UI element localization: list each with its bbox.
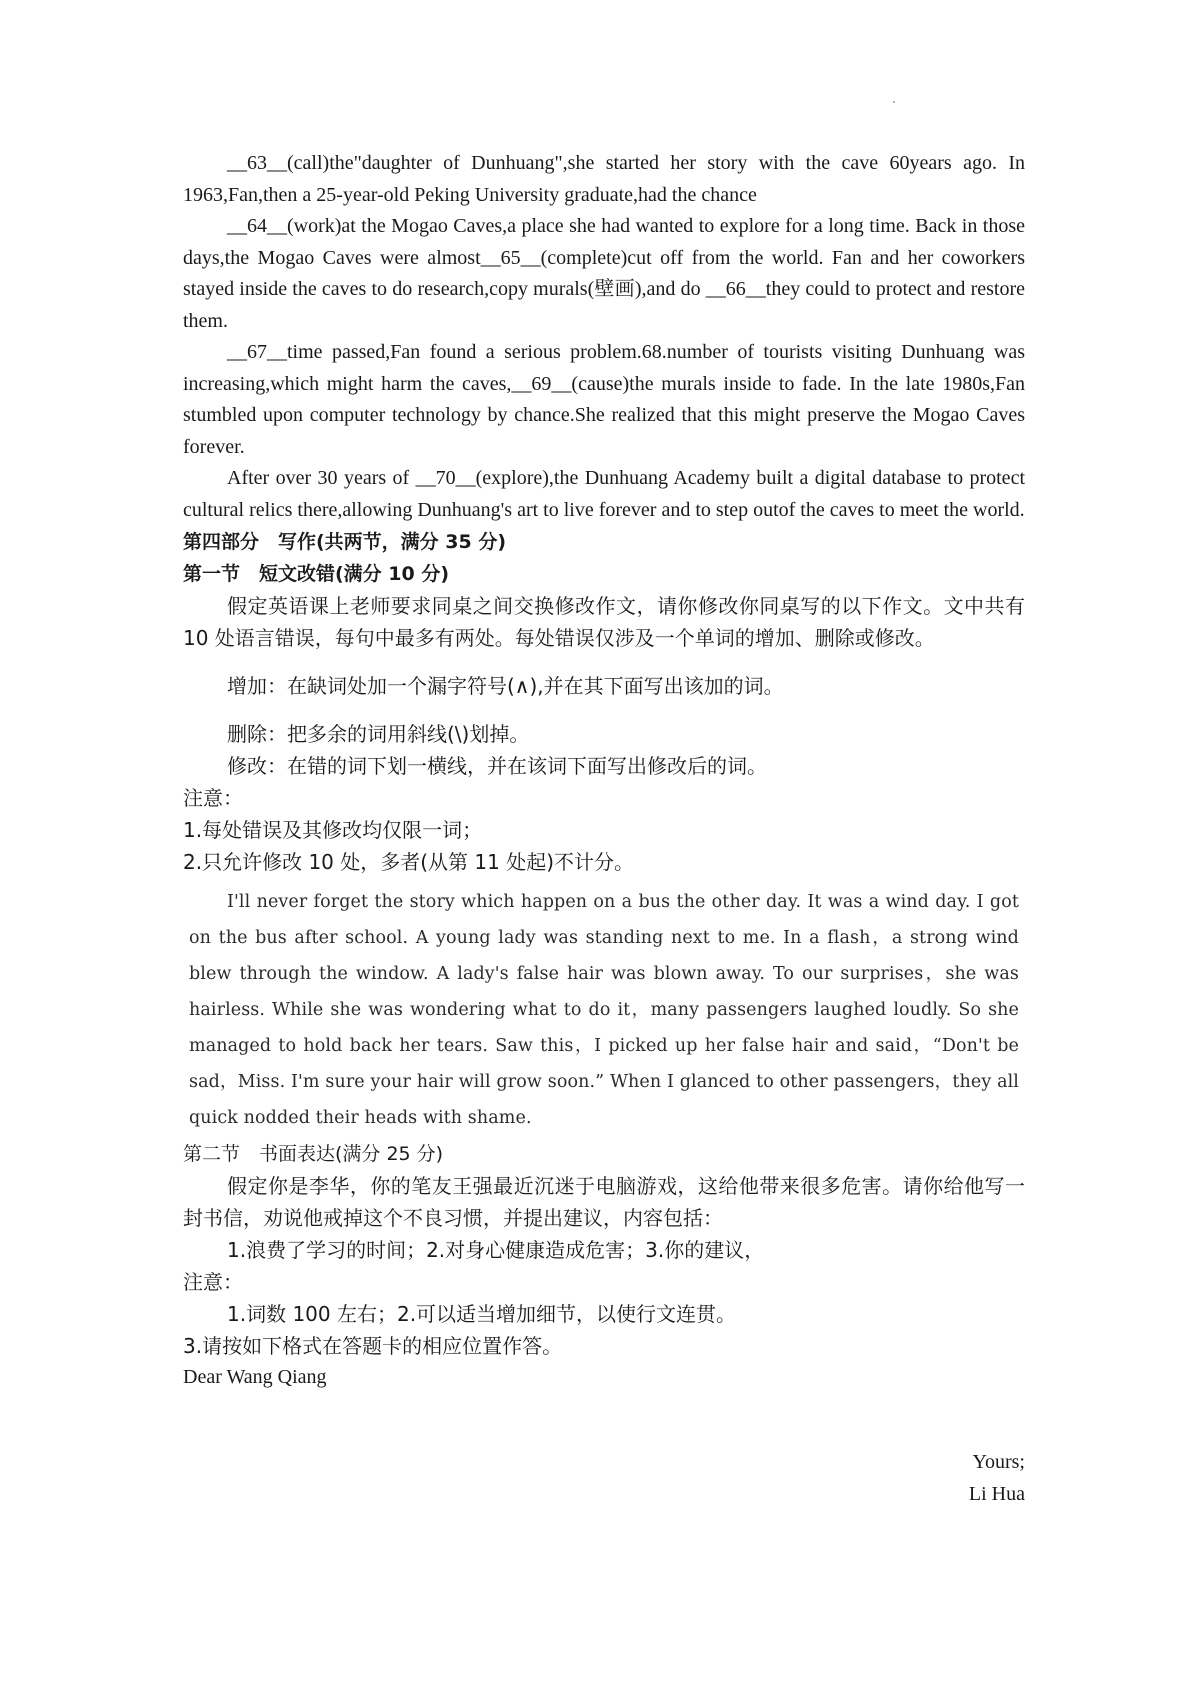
modify-rule: 修改：在错的词下划一横线，并在该词下面写出修改后的词。	[227, 754, 767, 778]
passage-paragraph-1: __63__(call)the"daughter of Dunhuang",she started her story with the cave 60years ago. In 1963,Fan,then a 25-year-old Peking University graduate,had the chance	[183, 152, 1025, 206]
section2-note-label: 注意：	[183, 1270, 243, 1294]
letter-closing: Yours;	[972, 1450, 1025, 1473]
note-1: 1.每处错误及其修改均仅限一词；	[183, 818, 483, 842]
page-content	[183, 148, 1025, 1510]
section2-note-2: 3.请按如下格式在答题卡的相应位置作答。	[183, 1334, 563, 1358]
letter-signature: Li Hua	[968, 1482, 1025, 1505]
section2-heading: 第二节 书面表达(满分 25 分)	[183, 1143, 444, 1165]
delete-rule: 删除：把多余的词用斜线(\)划掉。	[227, 722, 530, 746]
note-label: 注意：	[183, 786, 243, 810]
passage-paragraph-4: After over 30 years of __70__(explore),the Dunhuang Academy built a digital database to protect cultural relics there,allowing Dunhuang's art to live forever and to step outof the caves to meet the world.	[183, 467, 1025, 521]
section1-heading: 第一节 短文改错(满分 10 分)	[183, 563, 450, 585]
part4-heading: 第四部分 写作(共两节，满分 35 分)	[183, 531, 507, 553]
section2-instruction: 假定你是李华，你的笔友王强最近沉迷于电脑游戏，这给他带来很多危害。请你给他写一封书信，劝说他戒掉这个不良习惯，并提出建议，内容包括：	[183, 1174, 1025, 1230]
add-rule: 增加：在缺词处加一个漏字符号(∧),并在其下面写出该加的词。	[227, 674, 784, 698]
section1-instruction: 假定英语课上老师要求同桌之间交换修改作文，请你修改你同桌写的以下作文。文中共有 10 处语言错误，每句中最多有两处。每处错误仅涉及一个单词的增加、删除或修改。	[183, 594, 1025, 650]
error-correction-essay: I'll never forget the story which happen on a bus the other day. It was a wind day. I got on the bus after school. A young lady was standing next to me. In a flash，a strong wind blew through the window. A lady's false hair was blown away. To our surprises，she was hairless. While she was wondering what to do it，many passengers laughed loudly. So she managed to hold back her tears. Saw this，I picked up her false hair and said，“Don't be sad，Miss. I'm sure your hair will grow soon.” When I glanced to other passengers，they all quick nodded their heads with shame.	[189, 892, 1019, 1128]
passage-paragraph-2: __64__(work)at the Mogao Caves,a place she had wanted to explore for a long time. Back in those days,the Mogao Caves were almost__65__(complete)cut off from the world. Fan and her coworkers stayed inside the caves to do research,copy murals(壁画),and do __66__they could to protect and restore them.	[183, 215, 1025, 332]
section2-note-1: 1.词数 100 左右；2.可以适当增加细节，以使行文连贯。	[227, 1302, 737, 1326]
note-2: 2.只允许修改 10 处，多者(从第 11 处起)不计分。	[183, 850, 635, 874]
scan-speck	[893, 101, 895, 103]
content-points: 1.浪费了学习的时间；2.对身心健康造成危害；3.你的建议，	[227, 1238, 765, 1262]
passage-paragraph-3: __67__time passed,Fan found a serious problem.68.number of tourists visiting Dunhuang was increasing,which might harm the caves,__69__(cause)the murals inside to fade. In the late 1980s,Fan stumbled upon computer technology by chance.She realized that this might preserve the Mogao Caves forever.	[183, 341, 1025, 458]
letter-salutation: Dear Wang Qiang	[183, 1366, 327, 1388]
